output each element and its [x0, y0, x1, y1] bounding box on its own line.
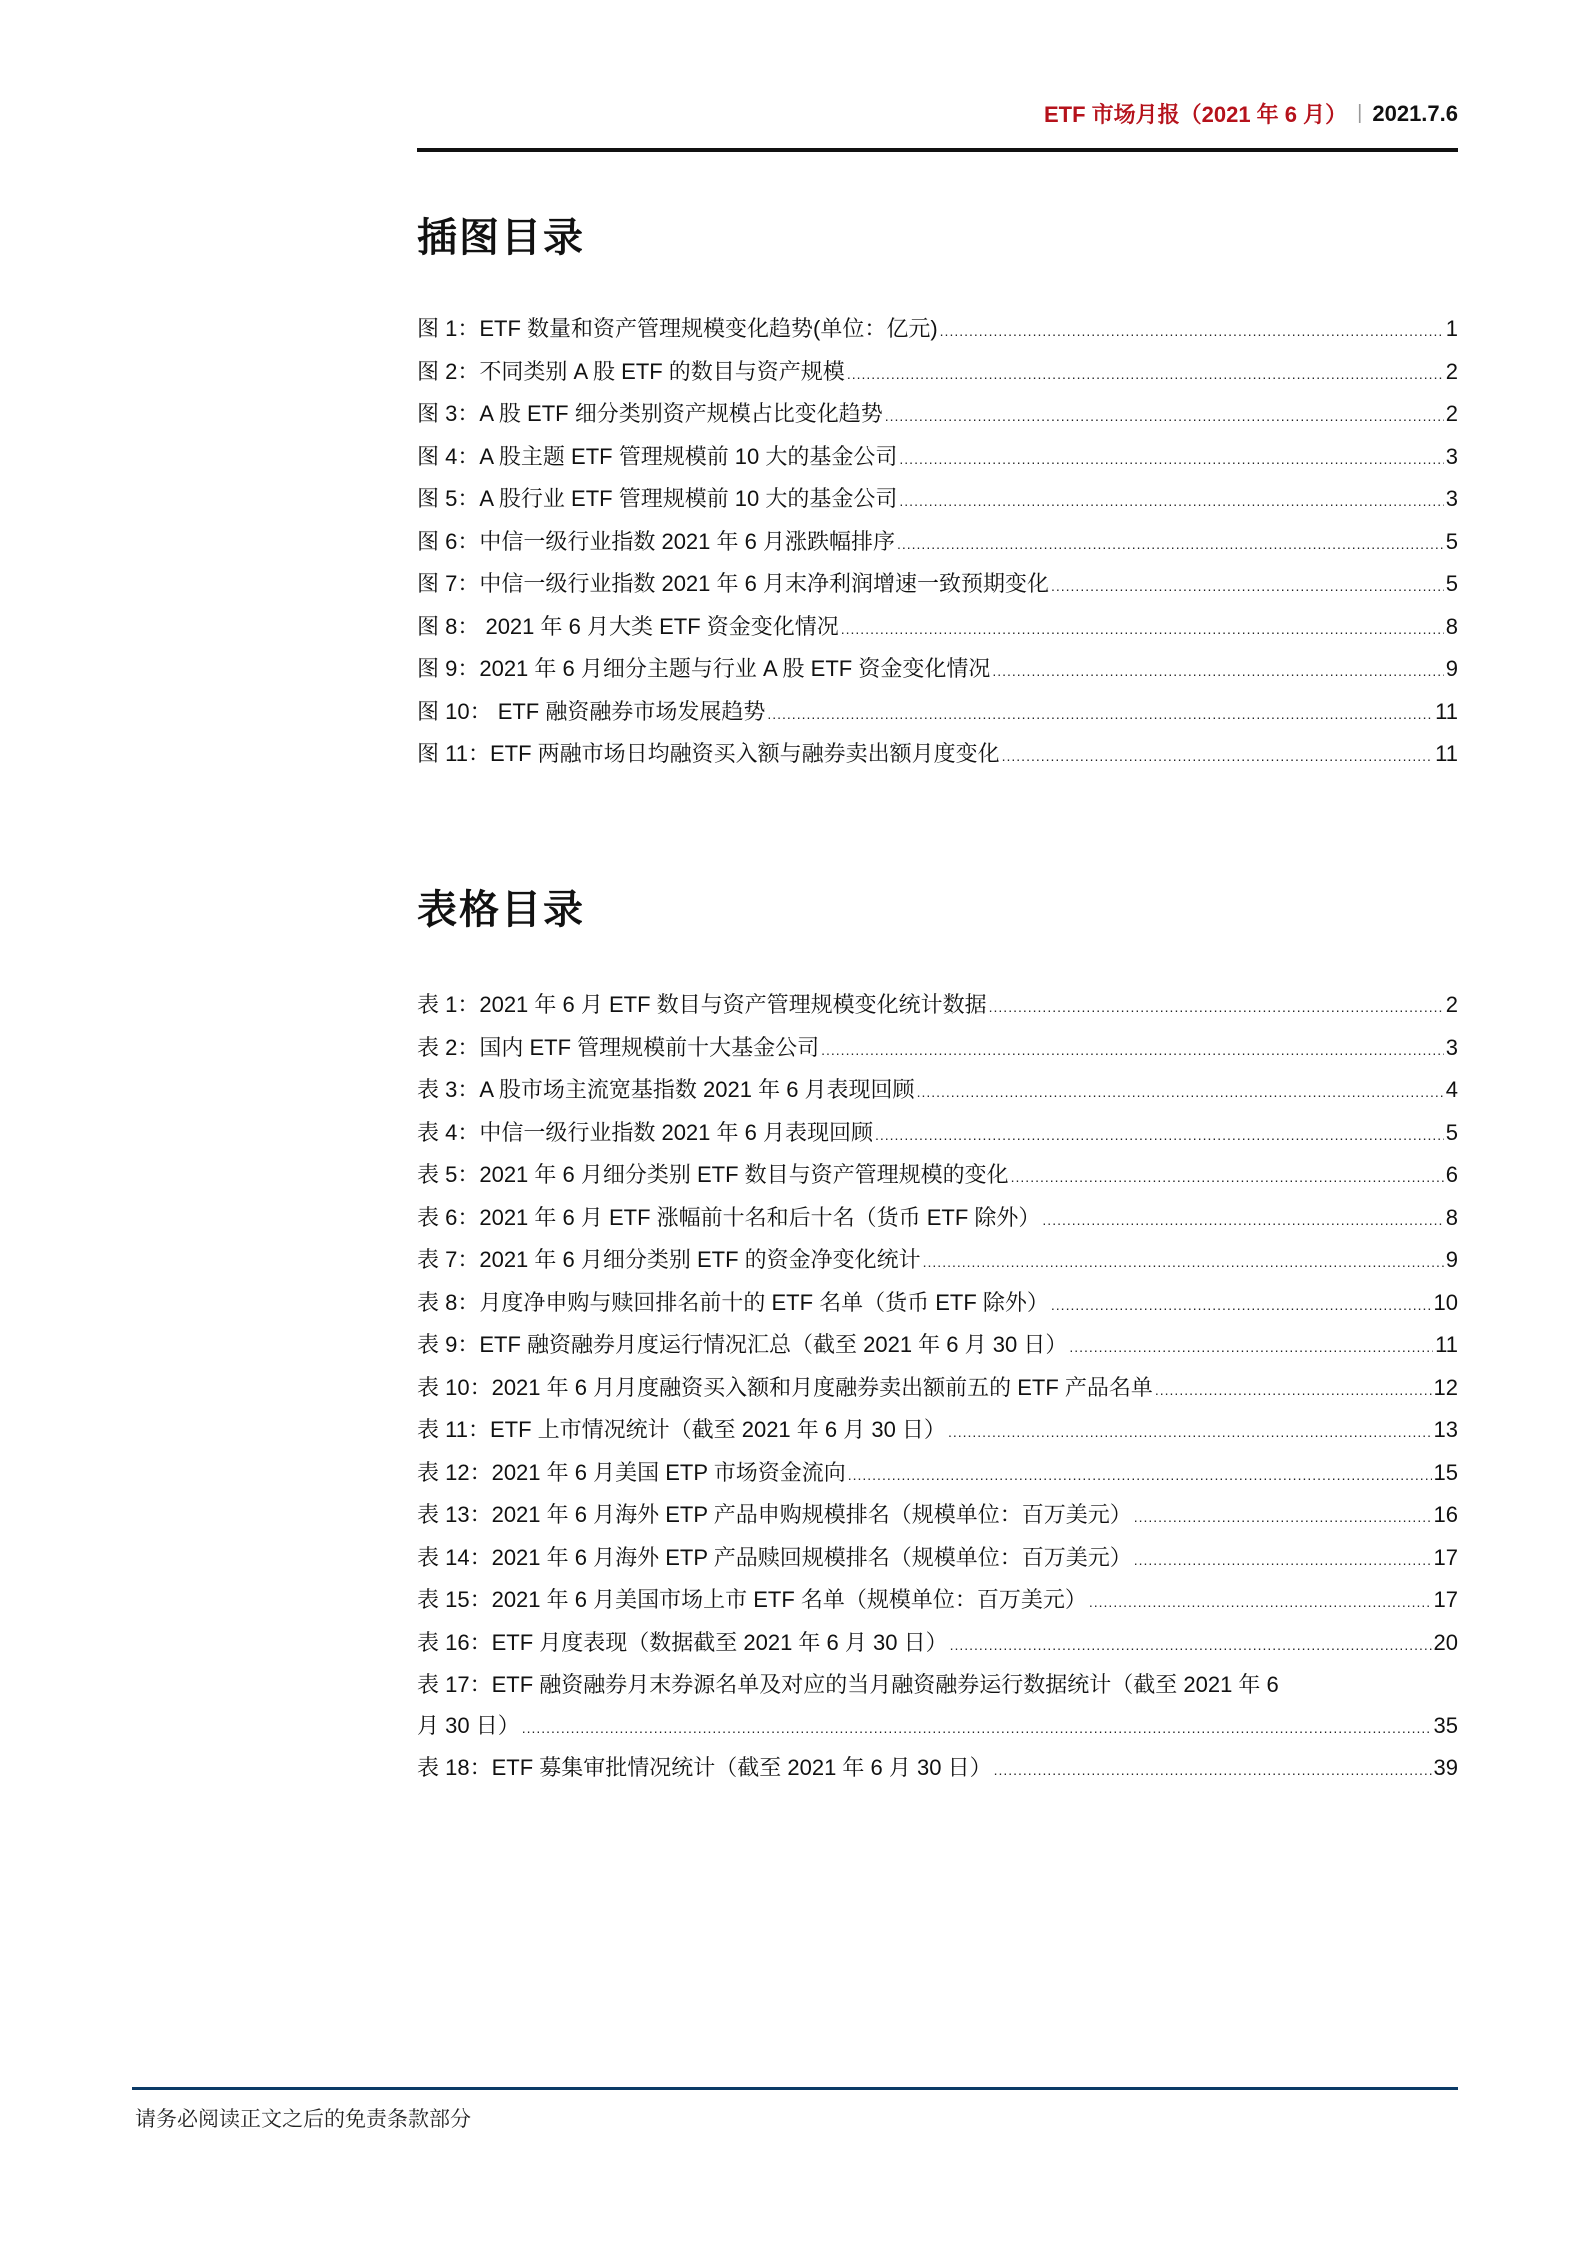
dot-leader [948, 1412, 1432, 1453]
footer-rule [132, 2087, 1458, 2090]
dot-leader [1134, 1497, 1432, 1538]
toc-entry-label: 图 1：ETF 数量和资产管理规模变化趋势(单位：亿元) [417, 316, 938, 341]
toc-page-number: 3 [1445, 443, 1458, 469]
toc-entry-figure-9[interactable] [417, 649, 1458, 692]
dot-leader [1069, 1327, 1433, 1368]
toc-page-number: 8 [1445, 1204, 1458, 1230]
toc-page-number: 4 [1445, 1077, 1458, 1102]
toc-entry-table-6[interactable] [417, 1198, 1458, 1241]
report-title: ETF 市场月报（2021 年 6 月） [1043, 102, 1348, 127]
toc-entry-label: 表 4：中信一级行业指数 2021 年 6 月表现回顾 [417, 1119, 873, 1145]
dot-leader [848, 1455, 1432, 1496]
dot-leader [1089, 1582, 1432, 1623]
toc-entry-label: 图 10： ETF 融资融券市场发展趋势 [417, 698, 766, 724]
toc-page-number: 35 [1433, 1712, 1458, 1738]
toc-entry-table-15[interactable] [417, 1580, 1458, 1623]
toc-entry-table-16[interactable] [417, 1623, 1458, 1666]
toc-page-number: 6 [1445, 1162, 1458, 1187]
toc-entry-label: 表 5：2021 年 6 月细分类别 ETF 数目与资产管理规模的变化 [417, 1162, 1009, 1187]
toc-entry-label: 图 6：中信一级行业指数 2021 年 6 月涨跌幅排序 [417, 528, 895, 554]
toc-entry-label: 表 18：ETF 募集审批情况统计（截至 2021 年 6 月 30 日） [417, 1755, 992, 1780]
toc-entry-table-18[interactable] [417, 1748, 1458, 1791]
toc-page-number: 3 [1445, 1034, 1458, 1060]
dot-leader [899, 439, 1443, 480]
toc-entry-table-9[interactable] [417, 1325, 1458, 1368]
toc-page-number: 1 [1445, 316, 1458, 341]
toc-page-number: 20 [1433, 1629, 1458, 1655]
toc-entry-table-1[interactable] [417, 985, 1458, 1028]
toc-entry-figure-3[interactable] [417, 394, 1458, 437]
toc-page-number: 11 [1435, 741, 1458, 766]
dot-leader [1134, 1540, 1432, 1581]
toc-page-number: 16 [1433, 1502, 1458, 1527]
toc-page-number: 12 [1433, 1374, 1458, 1400]
toc-entry-label: 图 5：A 股行业 ETF 管理规模前 10 大的基金公司 [417, 486, 898, 511]
toc-entry-label: 表 12：2021 年 6 月美国 ETP 市场资金流向 [417, 1459, 846, 1485]
toc-entry-figure-2[interactable] [417, 352, 1458, 395]
toc-entry-figure-6[interactable] [417, 522, 1458, 565]
toc-entry-figure-1[interactable] [417, 309, 1458, 352]
dot-leader [1042, 1200, 1443, 1241]
toc-entry-table-8[interactable] [417, 1283, 1458, 1326]
toc-entry-label: 表 14：2021 年 6 月海外 ETP 产品赎回规模排名（规模单位：百万美元） [417, 1544, 1132, 1570]
toc-entry-table-17[interactable] [417, 1665, 1458, 1748]
dot-leader [992, 651, 1443, 692]
dot-leader [875, 1115, 1444, 1156]
footer-disclaimer: 请务必阅读正文之后的免责条款部分 [135, 2107, 471, 2131]
toc-entry-table-3[interactable] [417, 1070, 1458, 1113]
toc-entry-figure-10[interactable] [417, 692, 1458, 735]
toc-entry-label: 表 13：2021 年 6 月海外 ETP 产品申购规模排名（规模单位：百万美元） [417, 1502, 1132, 1527]
toc-entry-figure-7[interactable] [417, 564, 1458, 607]
figures-toc-list [417, 309, 1458, 777]
dot-leader [940, 311, 1444, 352]
report-date: 2021.7.6 [1372, 100, 1458, 126]
toc-entry-figure-11[interactable] [417, 734, 1458, 777]
toc-page-number: 9 [1445, 656, 1458, 681]
toc-entry-label: 表 11：ETF 上市情况统计（截至 2021 年 6 月 30 日） [417, 1417, 946, 1442]
tables-toc-list [417, 985, 1458, 1791]
dot-leader [841, 609, 1444, 650]
toc-entry-label: 图 7：中信一级行业指数 2021 年 6 月末净利润增速一致预期变化 [417, 571, 1049, 596]
toc-entry-label: 表 2：国内 ETF 管理规模前十大基金公司 [417, 1034, 820, 1060]
toc-page-number: 17 [1433, 1587, 1458, 1612]
header-separator: | [1357, 102, 1363, 124]
dot-leader [821, 1030, 1444, 1071]
dot-leader [1051, 566, 1444, 607]
toc-page-number: 17 [1433, 1544, 1458, 1570]
toc-entry-label: 图 11：ETF 两融市场日均融资买入额与融券卖出额月度变化 [417, 741, 1000, 766]
toc-page-number: 3 [1445, 486, 1458, 511]
toc-entry-table-10[interactable] [417, 1368, 1458, 1411]
toc-page-number: 10 [1433, 1289, 1458, 1315]
toc-entry-figure-5[interactable] [417, 479, 1458, 522]
toc-entry-label: 表 6：2021 年 6 月 ETF 涨幅前十名和后十名（货币 ETF 除外） [417, 1204, 1041, 1230]
toc-page-number: 5 [1445, 528, 1458, 554]
dot-leader [885, 396, 1444, 437]
running-header [1044, 98, 1458, 129]
toc-entry-table-14[interactable] [417, 1538, 1458, 1581]
tables-toc-title: 表格目录 [417, 888, 585, 932]
toc-entry-table-2[interactable] [417, 1028, 1458, 1071]
toc-entry-figure-4[interactable] [417, 437, 1458, 480]
toc-page-number: 5 [1445, 1119, 1458, 1145]
figures-toc-title: 插图目录 [417, 216, 585, 260]
toc-page-number: 15 [1433, 1459, 1458, 1485]
dot-leader [950, 1625, 1432, 1666]
toc-entry-table-5[interactable] [417, 1155, 1458, 1198]
toc-page-number: 39 [1433, 1755, 1458, 1780]
toc-entry-label: 表 9：ETF 融资融券月度运行情况汇总（截至 2021 年 6 月 30 日） [417, 1332, 1068, 1357]
dot-leader [917, 1072, 1444, 1113]
toc-page-number: 2 [1445, 358, 1458, 384]
dot-leader [923, 1242, 1444, 1283]
dot-leader [767, 694, 1433, 735]
toc-entry-label: 图 2：不同类别 A 股 ETF 的数目与资产规模 [417, 358, 845, 384]
toc-entry-label: 图 4：A 股主题 ETF 管理规模前 10 大的基金公司 [417, 443, 898, 469]
dot-leader [522, 1708, 1432, 1749]
toc-page-number: 13 [1433, 1417, 1458, 1442]
toc-entry-figure-8[interactable] [417, 607, 1458, 650]
dot-leader [1002, 736, 1434, 777]
toc-entry-label: 表 8：月度净申购与赎回排名前十的 ETF 名单（货币 ETF 除外） [417, 1289, 1049, 1315]
toc-entry-label: 图 3：A 股 ETF 细分类别资产规模占比变化趋势 [417, 401, 883, 426]
dot-leader [847, 354, 1444, 395]
toc-entry-label: 图 9：2021 年 6 月细分主题与行业 A 股 ETF 资金变化情况 [417, 656, 991, 681]
toc-entry-label: 表 16：ETF 月度表现（数据截至 2021 年 6 月 30 日） [417, 1629, 948, 1655]
toc-entry-label: 表 17：ETF 融资融券月末券源名单及对应的当月融资融券运行数据统计（截至 2021 年 6 [417, 1672, 1279, 1697]
toc-entry-table-7[interactable] [417, 1240, 1458, 1283]
dot-leader [899, 481, 1443, 522]
toc-entry-label: 表 1：2021 年 6 月 ETF 数目与资产管理规模变化统计数据 [417, 992, 987, 1017]
dot-leader [1011, 1157, 1444, 1198]
dot-leader [989, 987, 1444, 1028]
dot-leader [1051, 1285, 1432, 1326]
toc-page-number: 11 [1435, 698, 1458, 724]
toc-entry-table-13[interactable] [417, 1495, 1458, 1538]
toc-entry-table-12[interactable] [417, 1453, 1458, 1496]
toc-entry-table-11[interactable] [417, 1410, 1458, 1453]
toc-page-number: 8 [1445, 613, 1458, 639]
toc-page-number: 5 [1445, 571, 1458, 596]
toc-entry-label-continued: 月 30 日） [417, 1712, 520, 1738]
header-rule [417, 148, 1458, 152]
toc-entry-label: 表 3：A 股市场主流宽基指数 2021 年 6 月表现回顾 [417, 1077, 915, 1102]
toc-page-number: 11 [1435, 1332, 1458, 1357]
dot-leader [1155, 1370, 1432, 1411]
toc-page-number: 9 [1445, 1247, 1458, 1272]
toc-entry-label: 图 8： 2021 年 6 月大类 ETF 资金变化情况 [417, 613, 839, 639]
toc-entry-label: 表 10：2021 年 6 月月度融资买入额和月度融券卖出额前五的 ETF 产品名单 [417, 1374, 1153, 1400]
dot-leader [994, 1750, 1432, 1791]
dot-leader [897, 524, 1444, 565]
toc-entry-label: 表 15：2021 年 6 月美国市场上市 ETF 名单（规模单位：百万美元） [417, 1587, 1087, 1612]
toc-page-number: 2 [1445, 401, 1458, 426]
toc-entry-table-4[interactable] [417, 1113, 1458, 1156]
toc-entry-label: 表 7：2021 年 6 月细分类别 ETF 的资金净变化统计 [417, 1247, 921, 1272]
toc-page-number: 2 [1445, 992, 1458, 1017]
